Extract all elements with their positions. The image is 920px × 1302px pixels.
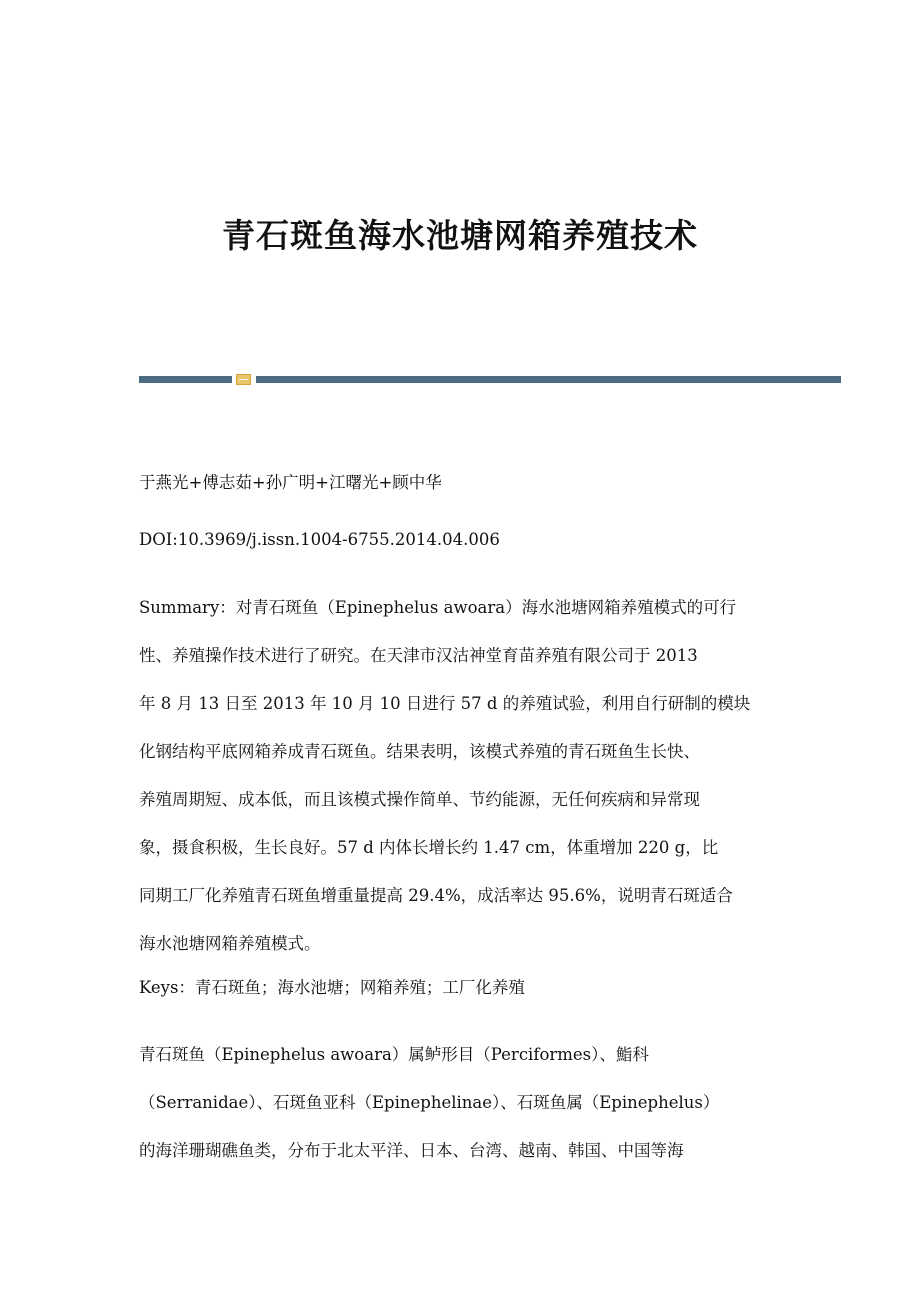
summary-line: 年 8 月 13 日至 2013 年 10 月 10 日进行 57 d 的养殖试验，利用自行研制的模块 xyxy=(139,694,751,713)
summary-line: 养殖周期短、成本低，而且该模式操作简单、节约能源，无任何疾病和异常现 xyxy=(139,790,700,809)
doi-line: DOI:10.3969/j.issn.1004-6755.2014.04.006 xyxy=(139,530,500,549)
body-line: （Serranidae）、石斑鱼亚科（Epinephelinae）、石斑鱼属（Epinephelus） xyxy=(139,1093,720,1112)
summary-line: Summary：对青石斑鱼（Epinephelus awoara）海水池塘网箱养殖模式的可行 xyxy=(139,598,737,617)
body-paragraph xyxy=(139,1031,789,1175)
divider-bar-right xyxy=(256,376,841,383)
summary-line: 化钢结构平底网箱养成青石斑鱼。结果表明，该模式养殖的青石斑鱼生长快、 xyxy=(139,742,700,761)
summary-line: 性、养殖操作技术进行了研究。在天津市汉沽神堂育苗养殖有限公司于 2013 xyxy=(139,646,698,665)
document-title: 青石斑鱼海水池塘网箱养殖技术 xyxy=(222,216,698,255)
authors-line: 于燕光+傅志茹+孙广明+江曙光+顾中华 xyxy=(139,473,442,492)
summary-line: 同期工厂化养殖青石斑鱼增重量提高 29.4%，成活率达 95.6%，说明青石斑适合 xyxy=(139,886,733,905)
envelope-icon xyxy=(236,374,251,385)
summary-line: 象，摄食积极，生长良好。57 d 内体长增长约 1.47 cm，体重增加 220 g，比 xyxy=(139,838,719,857)
body-line: 的海洋珊瑚礁鱼类，分布于北太平洋、日本、台湾、越南、韩国、中国等海 xyxy=(139,1141,684,1160)
summary-paragraph xyxy=(139,584,789,968)
body-line: 青石斑鱼（Epinephelus awoara）属鲈形目（Perciformes）、鮨科 xyxy=(139,1045,649,1064)
keys-line: Keys：青石斑鱼；海水池塘；网箱养殖；工厂化养殖 xyxy=(139,978,525,997)
divider-bar-left xyxy=(139,376,232,383)
summary-line: 海水池塘网箱养殖模式。 xyxy=(139,934,321,953)
title-divider xyxy=(139,374,841,385)
